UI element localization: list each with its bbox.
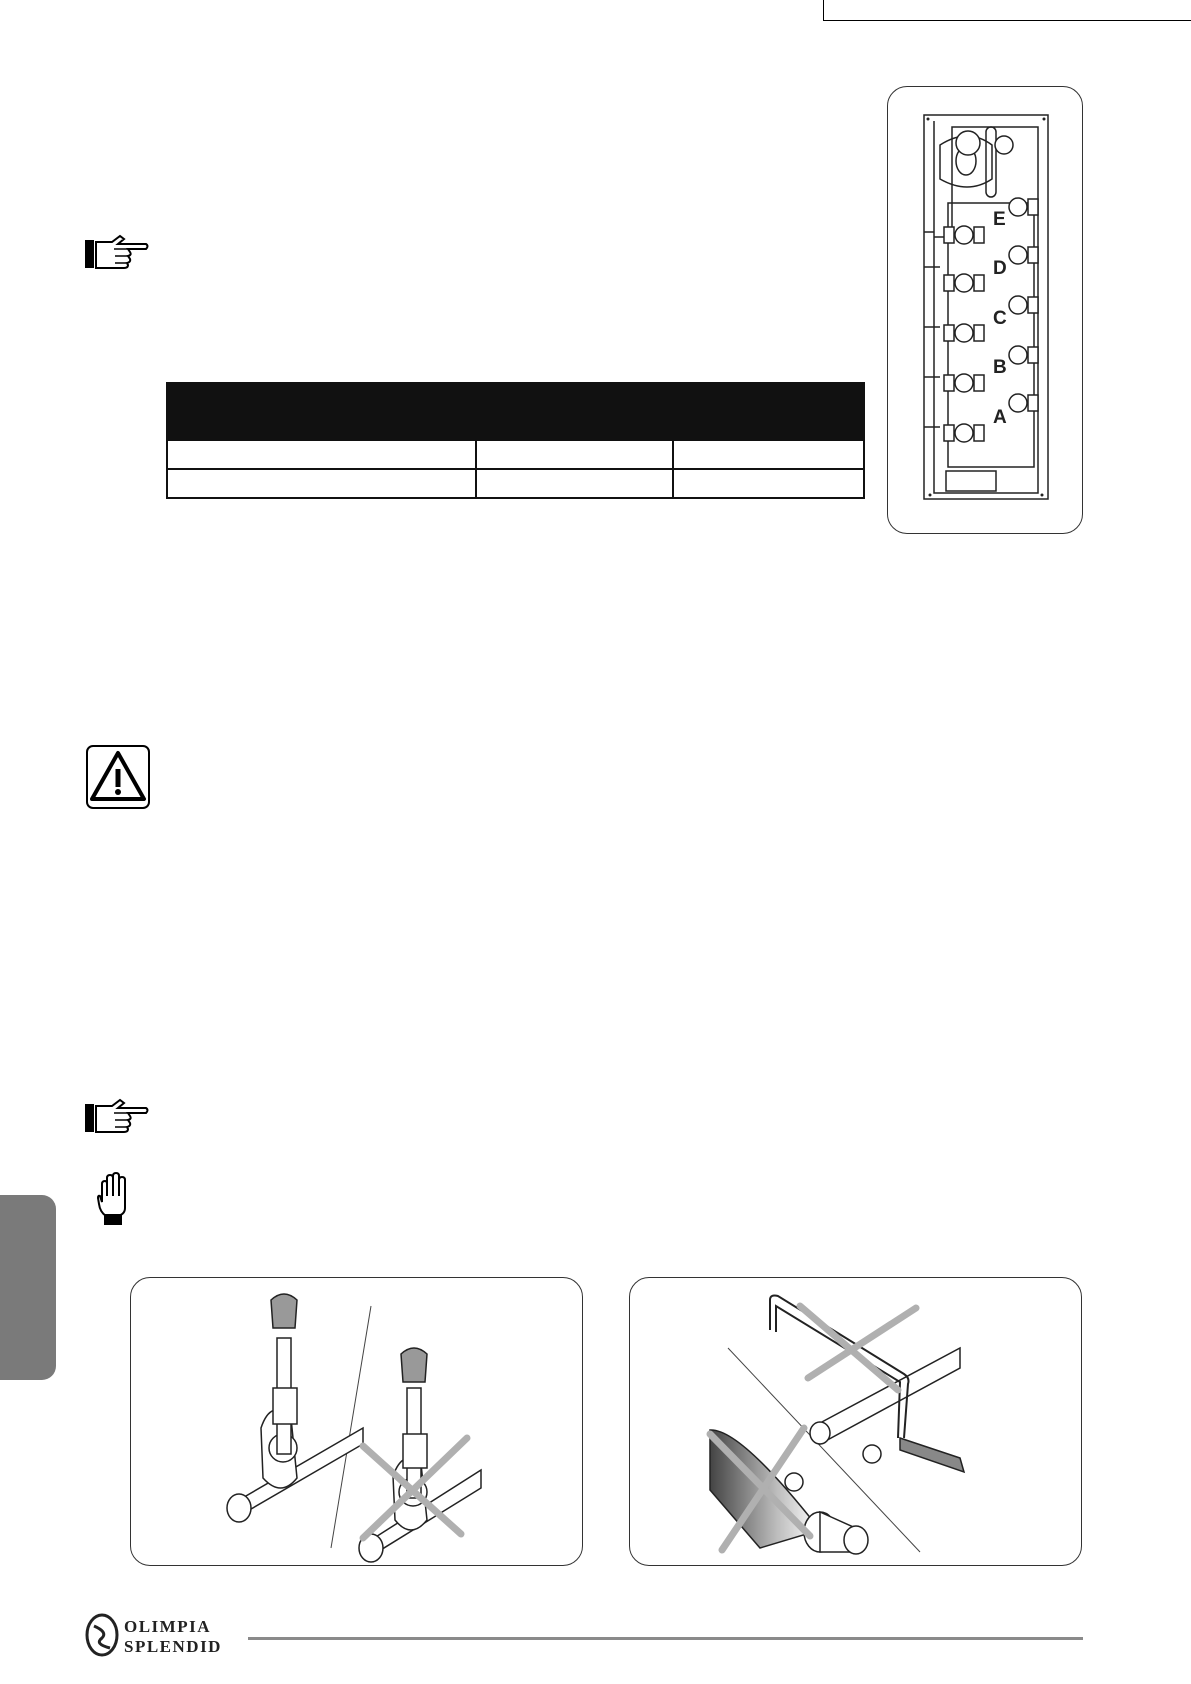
table-header-cell bbox=[673, 383, 864, 440]
footer-rule bbox=[248, 1637, 1083, 1640]
pointing-hand-icon bbox=[84, 1096, 150, 1136]
manifold-drawing bbox=[888, 87, 1082, 533]
manifold-label-d: D bbox=[993, 258, 1007, 279]
table-header-cell bbox=[476, 383, 673, 440]
manifold-label-a: A bbox=[993, 407, 1007, 428]
manifold-label-e: E bbox=[993, 209, 1006, 230]
table-row bbox=[167, 469, 864, 498]
section-side-tab bbox=[0, 1195, 56, 1380]
manifold-illustration-panel bbox=[887, 86, 1083, 534]
table-cell bbox=[673, 469, 864, 498]
pipe-cutter-illustration-panel bbox=[130, 1277, 583, 1566]
table-cell bbox=[673, 440, 864, 469]
crop-mark-vertical bbox=[823, 0, 824, 20]
table-cell bbox=[476, 440, 673, 469]
table-cell bbox=[167, 469, 476, 498]
pipe-cutter-drawing bbox=[131, 1278, 582, 1565]
manifold-label-c: C bbox=[993, 308, 1007, 329]
hacksaw-illustration-panel bbox=[629, 1277, 1082, 1566]
pointing-hand-icon bbox=[84, 232, 150, 272]
table-header-cell bbox=[167, 383, 476, 440]
table-cell bbox=[476, 469, 673, 498]
warning-triangle-icon bbox=[86, 745, 150, 809]
table-header-row bbox=[167, 383, 864, 440]
brand-name-line2: SPLENDID bbox=[124, 1637, 222, 1656]
brand-emblem-icon bbox=[84, 1612, 120, 1658]
manifold-label-b: B bbox=[993, 357, 1007, 378]
hacksaw-drawing bbox=[630, 1278, 1081, 1565]
brand-name-line1: OLIMPIA bbox=[124, 1617, 211, 1636]
table-cell bbox=[167, 440, 476, 469]
table-row bbox=[167, 440, 864, 469]
crop-mark-horizontal bbox=[823, 20, 1191, 21]
stop-hand-icon bbox=[96, 1172, 128, 1226]
brand-logo bbox=[84, 1612, 244, 1658]
spec-table bbox=[166, 382, 865, 499]
